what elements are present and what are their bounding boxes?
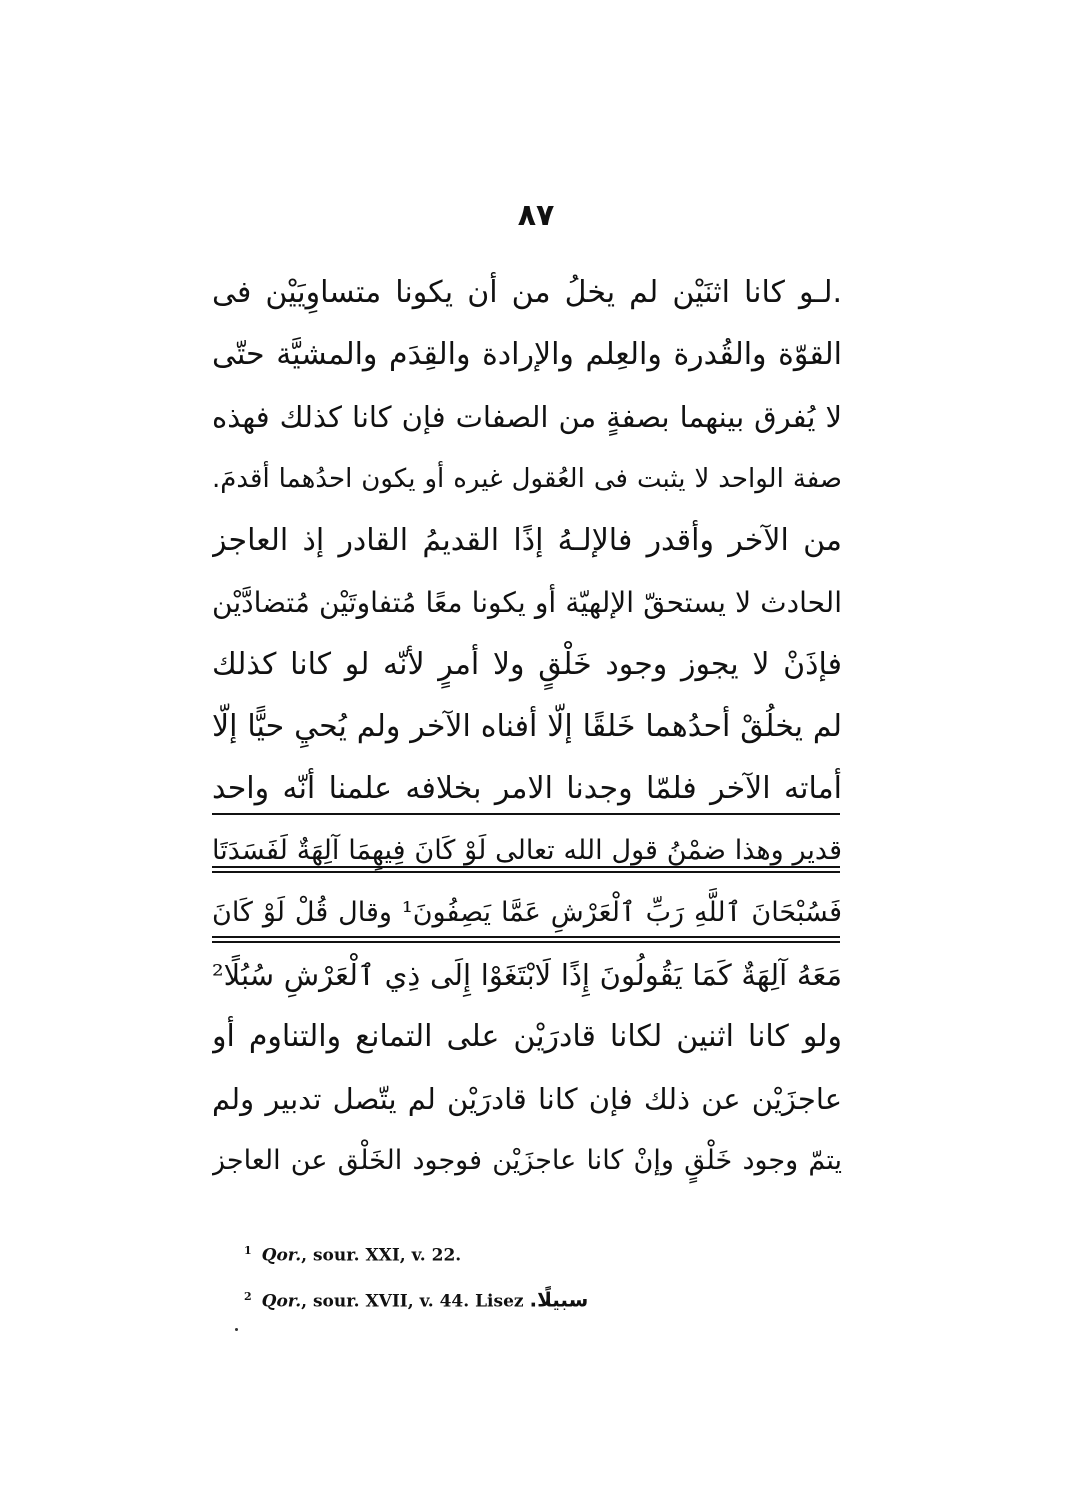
footnote-text: , sour. XVII, v. 44. Lisez bbox=[301, 1291, 524, 1312]
footnote bbox=[244, 1274, 844, 1320]
footnotes bbox=[244, 1228, 844, 1320]
footnote-source: Qor. bbox=[261, 1245, 302, 1266]
quran-line: قدير وهذا ضمْنُ قول الله تعالى لَوْ كَانَ فِيهِمَا آلِهَةٌ لَفَسَدَتَا bbox=[212, 835, 842, 866]
footnote-arabic: سبيلًا. bbox=[529, 1287, 589, 1312]
print-speck bbox=[235, 1328, 238, 1331]
footnote-text: , sour. XXI, v. 22. bbox=[301, 1245, 462, 1266]
quotation-rule bbox=[212, 813, 840, 815]
footnote-source: Qor. bbox=[261, 1291, 302, 1312]
text-line: فإذَنْ لا يجوز وجود خَلْقٍ ولا أمرٍ لأنّه لو كانا كذلك bbox=[212, 647, 842, 682]
quotation-rule bbox=[212, 866, 840, 868]
text-line: لا يُفرق بينهما بصفةٍ من الصفات فإن كانا كذلك فهذه bbox=[212, 400, 842, 434]
text-line: الحادث لا يستحقّ الإلهيّة أو يكونا معًا مُتفاوتَيْن مُتضادَّيْن bbox=[212, 586, 842, 619]
body-text bbox=[212, 262, 842, 1192]
text-line: ولو كانا اثنين لكانا قادرَيْن على التمانع والتناوم أو bbox=[212, 1019, 842, 1054]
text-line: عاجزَيْن عن ذلك فإن كانا قادرَيْن لم يتّصل تدبير ولم bbox=[212, 1082, 842, 1116]
quotation-rule bbox=[212, 941, 840, 943]
text-line: من الآخر وأقدر فالإلـهُ إذًا القديمُ القادر إذ العاجز bbox=[212, 523, 842, 558]
footnote-mark: 1 bbox=[244, 1244, 252, 1257]
page-number: ٨٧ bbox=[517, 198, 555, 233]
text-line: يتمّ وجود خَلْقٍ وإنْ كانا عاجزَيْن فوجود الخَلْق عن العاجز bbox=[212, 1145, 842, 1176]
quotation-rule bbox=[212, 936, 840, 938]
quran-line: مَعَهُ آلِهَةٌ كَمَا يَقُولُونَ إِذًا لَابْتَغَوْا إِلَى ذِي ٱلْعَرْشِ سُبُلًا² bbox=[212, 958, 842, 992]
text-line: صفة الواحد لا يثبت فى العُقول غيره أو يكون احدُهما أقدمَ. bbox=[212, 464, 842, 494]
text-line: القوّة والقُدرة والعِلم والإرادة والقِدَم والمشيَّة حتّى bbox=[212, 337, 842, 372]
footnote bbox=[244, 1228, 844, 1274]
footnote-mark: 2 bbox=[244, 1290, 252, 1303]
quotation-rule bbox=[212, 871, 840, 873]
text-line: .لـو كانا اثنَيْن لم يخلُ من أن يكونا متساوِيَيْن فى bbox=[212, 275, 842, 310]
text-line: لم يخلُقْ أحدُهما خَلقًا إلّا أفناه الآخر ولم يُحيِ حيًّا إلّا bbox=[212, 709, 842, 744]
text-line: أماته الآخر فلمّا وجدنا الامر بخلافه علمنا أنّه واحد bbox=[212, 771, 842, 806]
quran-line: فَسُبْحَانَ ٱللَّهِ رَبِّ ٱلْعَرْشِ عَمَّا يَصِفُونَ¹ وقال قُلْ لَوْ كَانَ bbox=[212, 897, 842, 928]
